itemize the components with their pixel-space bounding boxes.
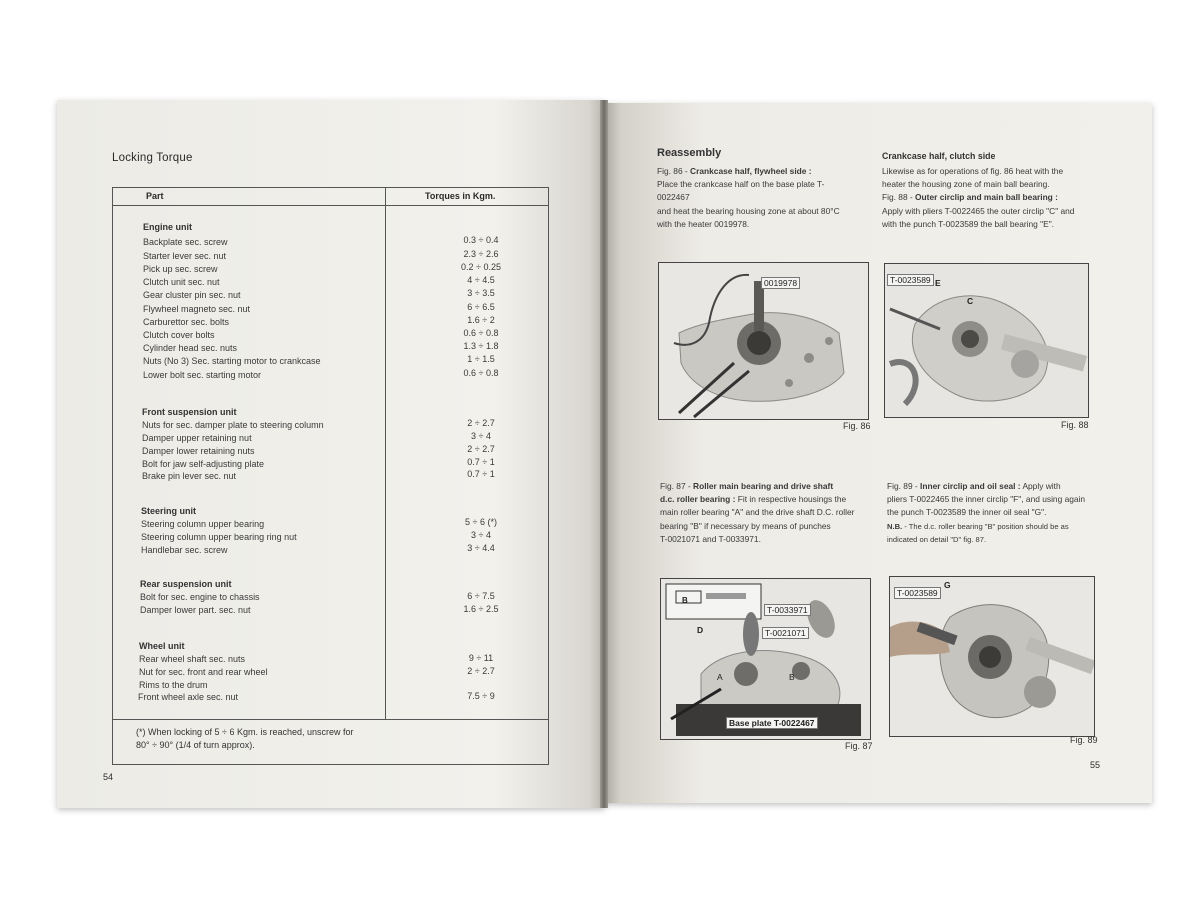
fig87-line: T-0021071 and T-0033971. [660,533,761,544]
table-row-part: Gear cluster pin sec. nut [143,290,241,300]
table-row-part: Handlebar sec. screw [141,545,228,555]
fig86-prefix: Fig. 86 - [657,166,691,176]
fig86-photo [658,262,869,420]
fig87-letter-a: A [717,672,723,682]
table-row-part: Damper upper retaining nut [142,433,252,443]
fig88-prefix: Fig. 88 - [882,192,916,203]
page-number-right: 55 [1090,760,1101,770]
fig87-description [660,480,875,546]
footnote-line: (*) When locking of 5 ÷ 6 Kgm. is reached, unscrew for [136,727,354,737]
table-row-part: Clutch unit sec. nut [143,277,220,287]
fig87-callout-punch-1: T-0033971 [764,604,811,616]
table-row-torque: 2.3 ÷ 2.6 [463,249,499,259]
fig87-title-cont: d.c. roller bearing : [660,494,736,505]
fig88-letter-e: E [935,278,941,288]
table-row-part: Nut for sec. front and rear wheel [139,667,268,677]
table-row-part: Cylinder head sec. nuts [143,343,238,353]
table-row-torque: 0.7 ÷ 1 [467,457,495,467]
table-row-torque: 0.7 ÷ 1 [467,469,495,479]
table-row-part: Steering column upper bearing ring nut [141,532,297,542]
fig88-caption: Fig. 88 [1061,420,1089,430]
table-row-part: Steering column upper bearing [141,519,265,529]
fig86-line: Place the crankcase half on the base plate T-0022467 [657,179,825,203]
crankcase-clutch-illustration [885,264,1088,417]
fig89-title: Inner circlip and oil seal : [920,481,1021,491]
table-row-part: Flywheel magneto sec. nut [143,304,251,314]
table-row-part: Rims to the drum [139,680,208,690]
clutch-side-heading: Crankcase half, clutch side [882,151,996,161]
table-row-torque: 1.6 ÷ 2 [467,315,495,325]
fig89-photo [889,576,1095,737]
crankcase-bearing-illustration [661,579,870,739]
table-row-part: Damper lower retaining nuts [142,446,255,456]
page-number-left: 54 [103,772,114,782]
fig87-base-plate-label: Base plate T-0022467 [726,717,818,729]
table-row-torque: 2 ÷ 2.7 [467,666,495,676]
table-row-torque: 6 ÷ 6.5 [467,302,495,312]
fig88-title: Outer circlip and main ball bearing : [915,192,1058,203]
fig88-letter-c: C [967,296,974,306]
fig89-tool-callout: T-0023589 [894,587,941,599]
table-row-part: Brake pin lever sec. nut [142,471,237,481]
fig88-tool-callout: T-0023589 [887,274,934,286]
fig89-description [887,480,1102,546]
fig89-caption: Fig. 89 [1070,735,1098,745]
section-title-front-suspension: Front suspension unit [142,407,237,417]
nb-label: N.B. [887,521,903,531]
table-row-part: Bolt for jaw self-adjusting plate [142,459,265,469]
booklet-spine [600,100,608,808]
table-row-part: Front wheel axle sec. nut [138,692,239,702]
section-title-steering: Steering unit [141,506,197,516]
table-row-torque: 0.6 ÷ 0.8 [463,368,499,378]
fig87-prefix: Fig. 87 - [660,481,694,491]
footnote-line: 80° ÷ 90° (1/4 of turn approx). [136,740,255,750]
fig89-line: the punch T-0023589 the inner oil seal "G". [887,507,1047,518]
table-row-torque: 0.3 ÷ 0.4 [463,235,499,245]
table-row-torque: 4 ÷ 4.5 [467,275,495,285]
table-row-part: Damper lower part. sec. nut [140,605,251,615]
fig88-line: Apply with pliers T-0022465 the outer circlip "C" and [882,205,1075,216]
table-row-part: Pick up sec. screw [143,264,218,274]
crankcase-oil-seal-illustration [890,577,1094,736]
section-heading-reassembly: Reassembly [657,147,722,159]
section-title-rear-suspension: Rear suspension unit [140,579,232,589]
fig89-line: pliers T-0022465 the inner circlip "F", and using again [887,494,1086,505]
table-footnote [136,726,396,752]
fig87-letter-d: D [697,625,704,635]
clutch-line: Likewise as for operations of fig. 86 heat with the [882,166,1064,176]
fig87-callout-punch-2: T-0021071 [762,627,809,639]
fig87-detail-b: B [682,596,688,605]
table-row-torque: 3 ÷ 4.4 [467,543,495,553]
table-row-part: Clutch cover bolts [143,330,215,340]
table-row-torque: 9 ÷ 11 [468,653,494,663]
table-row-part: Nuts (No 3) Sec. starting motor to crankcase [143,356,321,366]
fig86-description [657,165,857,231]
table-header-divider [112,205,548,206]
table-footnote-divider [112,719,548,720]
table-row-torque: 2 ÷ 2.7 [467,444,495,454]
clutch-line: heater the housing zone of main ball bearing. [882,179,1050,190]
table-row-torque: 1.6 ÷ 2.5 [463,604,499,614]
table-row-torque: 5 ÷ 6 (*) [465,517,497,527]
table-row-part: Bolt for sec. engine to chassis [140,592,260,602]
fig87-line: main roller bearing "A" and the drive shaft D.C. roller [660,507,855,518]
table-row-part: Rear wheel shaft sec. nuts [139,654,246,664]
table-row-torque: 2 ÷ 2.7 [467,418,495,428]
page-title: Locking Torque [112,152,193,164]
table-row-torque: 1 ÷ 1.5 [467,354,495,364]
fig86-tool-callout: 0019978 [761,277,800,289]
nb-text: indicated on detail "D" fig. 87. [887,534,987,544]
fig86-caption: Fig. 86 [843,421,871,431]
table-row-torque: 3 ÷ 4 [471,431,491,441]
fig86-line: and heat the bearing housing zone at about 80°C [657,205,840,216]
nb-text: - The d.c. roller bearing "B" position should be as [902,521,1069,531]
table-row-torque: 0.2 ÷ 0.25 [461,262,501,272]
fig87-line: bearing "B" if necessary by means of punches [660,520,831,531]
fig87-photo [660,578,871,740]
table-row-part: Carburettor sec. bolts [143,317,230,327]
fig88-photo [884,263,1089,418]
table-row-torque: 3 ÷ 3.5 [467,288,495,298]
clutch-side-description [882,165,1102,231]
table-column-divider [385,187,386,719]
table-row-torque: 6 ÷ 7.5 [467,591,495,601]
section-title-engine: Engine unit [143,222,192,232]
table-row-torque: 0.6 ÷ 0.8 [463,328,499,338]
fig89-prefix: Fig. 89 - [887,481,921,491]
fig89-line: Apply with [1020,481,1061,491]
fig87-letter-b: B [789,672,795,682]
fig87-line: Fit in respective housings the [735,494,847,505]
fig88-line: with the punch T-0023589 the ball bearing "E". [882,218,1055,229]
fig86-line: with the heater 0019978. [657,218,750,229]
fig86-title: Crankcase half, flywheel side : [690,166,812,176]
column-header-torque: Torques in Kgm. [425,191,496,201]
section-title-wheel: Wheel unit [139,641,185,651]
table-row-part: Lower bolt sec. starting motor [143,370,262,380]
table-row-torque: 1.3 ÷ 1.8 [463,341,499,351]
fig89-letter-g: G [944,580,951,590]
table-row-part: Backplate sec. screw [143,237,228,247]
fig87-caption: Fig. 87 [845,741,873,751]
table-row-torque: 7.5 ÷ 9 [467,691,495,701]
table-row-torque: 3 ÷ 4 [471,530,491,540]
column-header-part: Part [146,191,164,201]
fig87-title: Roller main bearing and drive shaft [693,481,834,491]
table-row-part: Starter lever sec. nut [143,251,227,261]
table-row-part: Nuts for sec. damper plate to steering column [142,420,324,430]
